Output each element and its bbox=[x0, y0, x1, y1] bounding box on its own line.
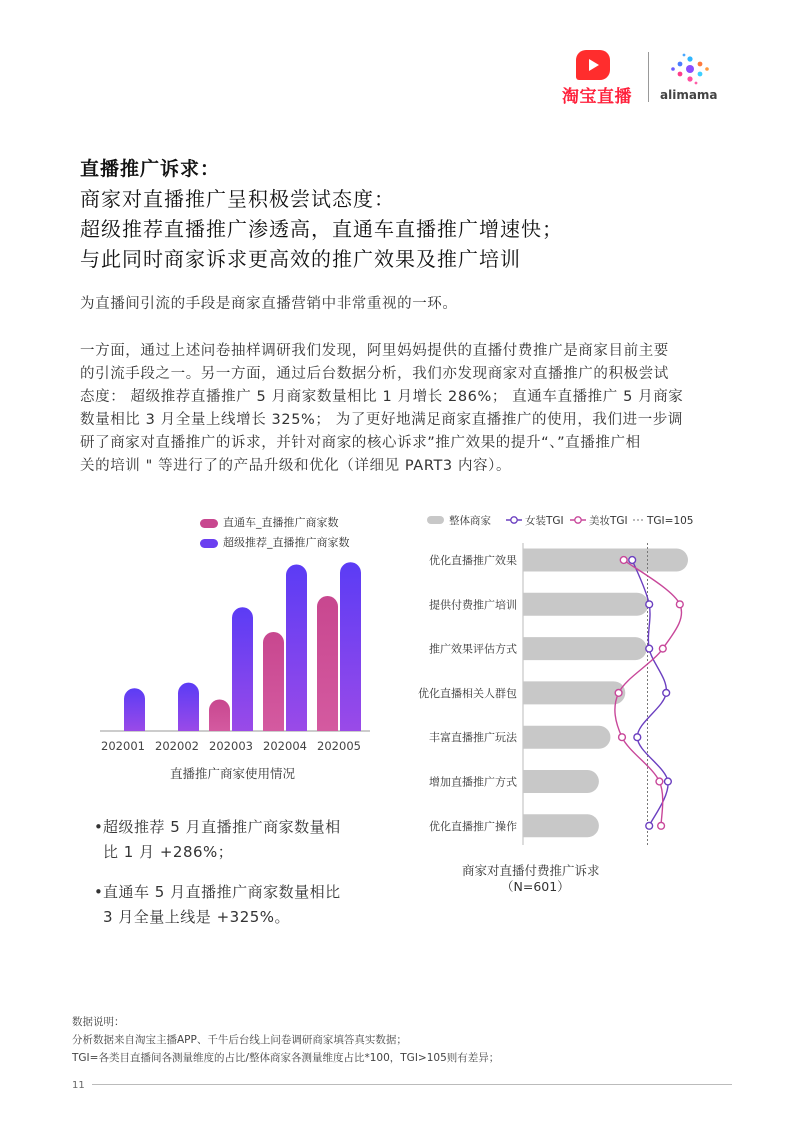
category-label: 优化直播相关人群包 bbox=[418, 686, 517, 700]
bar-chaojituijian-202001 bbox=[124, 688, 145, 731]
alimama-logo-icon bbox=[668, 52, 712, 86]
tgi-point-beauty-2 bbox=[659, 645, 666, 652]
bar-overall-6 bbox=[523, 814, 599, 837]
footer-divider bbox=[92, 1084, 732, 1085]
bullet-line: 直通车 5 月直播推广商家数量相比 bbox=[103, 883, 341, 901]
taobao-live-logo bbox=[562, 50, 632, 107]
tgi-point-beauty-6 bbox=[658, 822, 665, 829]
demand-chart-legend bbox=[427, 514, 694, 527]
heading-line-2: 超级推荐直播推广渗透高，直通车直播推广增速快； bbox=[80, 217, 563, 241]
tgi-point-women-0 bbox=[629, 557, 636, 564]
bar-zhitongche-202005 bbox=[317, 596, 338, 731]
intro-paragraph: 为直播间引流的手段是商家直播营销中非常重视的一环。 bbox=[80, 296, 458, 312]
bar-overall-3 bbox=[523, 681, 625, 704]
tgi-point-women-4 bbox=[634, 734, 641, 741]
bullet-item bbox=[94, 880, 393, 930]
legend-label: 超级推荐_直播推广商家数 bbox=[223, 536, 350, 549]
bullet-dot: • bbox=[94, 818, 104, 836]
legend-item-zhitongche bbox=[200, 514, 350, 530]
legend-label: 直通车_直播推广商家数 bbox=[223, 516, 339, 529]
bullet-line: 3 月全量上线是 +325%。 bbox=[103, 908, 291, 926]
x-tick-label: 202005 bbox=[317, 739, 361, 753]
heading-line-3: 与此同时商家诉求更高效的推广效果及推广培训 bbox=[80, 247, 521, 271]
category-label: 提供付费推广培训 bbox=[429, 598, 517, 612]
body-line: 数量相比 3 月全量上线增长 325%； 为了更好地满足商家直播推广的使用，我们进一步调 bbox=[80, 412, 684, 428]
bar-chaojituijian-202003 bbox=[232, 607, 253, 731]
page-number: 11 bbox=[72, 1080, 85, 1091]
demand-chart bbox=[405, 505, 715, 860]
category-label: 丰富直播推广玩法 bbox=[429, 731, 517, 745]
taobao-live-logo-icon bbox=[576, 50, 610, 80]
demand-chart-caption: 商家对直播付费推广诉求 bbox=[462, 863, 600, 878]
bar-overall-5 bbox=[523, 770, 599, 793]
tgi-point-beauty-1 bbox=[676, 601, 683, 608]
body-line: 的引流手段之一。另一方面，通过后台数据分析，我们亦发现商家对直播推广的积极尝试 bbox=[80, 366, 669, 382]
legend-marker-women bbox=[511, 517, 517, 523]
alimama-logo bbox=[660, 52, 724, 104]
body-line: 关的培训 " 等进行了的产品升级和优化（详细见 PART3 内容）。 bbox=[80, 458, 512, 474]
bar-chart bbox=[95, 545, 385, 760]
tgi-point-beauty-4 bbox=[619, 734, 626, 741]
x-tick-label: 202002 bbox=[155, 739, 199, 753]
bullet-item bbox=[94, 815, 393, 865]
tgi-point-women-2 bbox=[646, 645, 653, 652]
alimama-logo-text: alimama bbox=[660, 88, 718, 102]
bar-zhitongche-202003 bbox=[209, 700, 230, 732]
tgi-point-women-1 bbox=[646, 601, 653, 608]
bar-overall-1 bbox=[523, 593, 648, 616]
bar-overall-2 bbox=[523, 637, 647, 660]
body-line: 态度： 超级推荐直播推广 5 月商家数量相比 1 月增长 286%； 直通车直播推广 5 月商家 bbox=[80, 389, 684, 405]
notes-line: 分析数据来自淘宝主播APP、千牛后台线上问卷调研商家填答真实数据； bbox=[72, 1034, 407, 1046]
legend-swatch-overall bbox=[427, 516, 444, 524]
category-label: 优化直播推广操作 bbox=[429, 819, 517, 833]
bar-chaojituijian-202004 bbox=[286, 565, 307, 732]
demand-chart-sample-size: （N=601） bbox=[501, 879, 570, 894]
category-label: 优化直播推广效果 bbox=[429, 554, 517, 567]
legend-label-women: 女装TGI bbox=[525, 515, 564, 527]
x-tick-label: 202003 bbox=[209, 739, 253, 753]
legend-label-beauty: 美妆TGI bbox=[589, 515, 628, 527]
body-line: 研了商家对直播推广的诉求，并针对商家的核心诉求”推广效果的提升“、”直播推广相 bbox=[80, 435, 641, 451]
category-label: 推广效果评估方式 bbox=[429, 642, 517, 656]
bar-chaojituijian-202005 bbox=[340, 562, 361, 731]
bullet-line: 超级推荐 5 月直播推广商家数量相 bbox=[103, 818, 341, 836]
logo-divider bbox=[648, 52, 649, 102]
category-label: 增加直播推广方式 bbox=[429, 775, 517, 789]
x-tick-label: 202001 bbox=[101, 739, 145, 753]
legend-swatch bbox=[200, 519, 218, 528]
legend-label-tgi: TGI=105 bbox=[647, 515, 694, 527]
notes-label: 数据说明： bbox=[72, 1016, 125, 1028]
x-tick-label: 202004 bbox=[263, 739, 307, 753]
tgi-point-beauty-0 bbox=[620, 557, 627, 564]
taobao-live-logo-text: 淘宝直播 bbox=[562, 87, 632, 107]
data-notes bbox=[72, 1013, 499, 1067]
tgi-point-women-3 bbox=[663, 690, 670, 697]
tgi-point-beauty-3 bbox=[615, 690, 622, 697]
bar-zhitongche-202004 bbox=[263, 632, 284, 731]
tgi-point-women-6 bbox=[646, 822, 653, 829]
heading-line-1: 商家对直播推广呈积极尝试态度： bbox=[80, 187, 395, 211]
bar-chart-caption: 直播推广商家使用情况 bbox=[170, 766, 296, 781]
legend-marker-beauty bbox=[575, 517, 581, 523]
bar-overall-4 bbox=[523, 726, 610, 749]
tgi-point-women-5 bbox=[665, 778, 672, 785]
notes-line: TGI=各类目直播间各测量维度的占比/整体商家各测量维度占比*100，TGI>105则有差异； bbox=[72, 1052, 500, 1064]
body-paragraph bbox=[80, 340, 740, 478]
section-title: 直播推广诉求： bbox=[80, 158, 221, 180]
bar-chaojituijian-202002 bbox=[178, 683, 199, 731]
tgi-point-beauty-5 bbox=[656, 778, 663, 785]
bar-overall-0 bbox=[523, 549, 688, 572]
bullet-dot: • bbox=[94, 883, 104, 901]
legend-label-overall: 整体商家 bbox=[449, 515, 491, 527]
body-line: 一方面，通过上述问卷抽样调研我们发现，阿里妈妈提供的直播付费推广是商家目前主要 bbox=[80, 343, 669, 359]
bullet-line: 比 1 月 +286%； bbox=[103, 843, 234, 861]
